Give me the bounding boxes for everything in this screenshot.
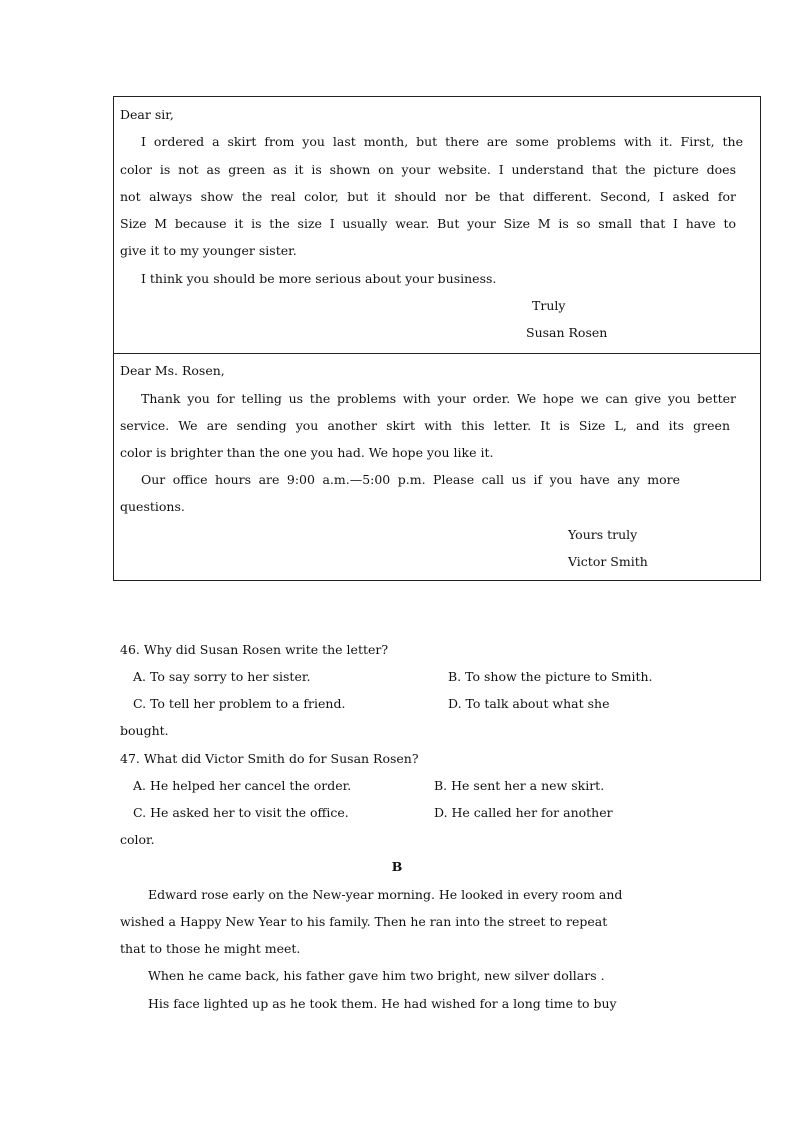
passage-line: wished a Happy New Year to his family. Then he ran into the street to repeat (120, 914, 608, 929)
letter1-line: give it to my younger sister. (120, 243, 297, 258)
section-heading: B (391, 859, 403, 874)
option-d-wrap: bought. (120, 723, 169, 738)
letter1-closing: Truly (532, 298, 566, 313)
option-d: D. To talk about what she (448, 696, 610, 711)
option-b: B. He sent her a new skirt. (434, 778, 605, 793)
letter1-line: not always show the real color, but it should nor be that different. Second, I asked for (120, 189, 736, 204)
letter1-line: I ordered a skirt from you last month, but there are some problems with it. First, the (141, 134, 743, 149)
passage-line: Edward rose early on the New-year morning. He looked in every room and (148, 887, 623, 902)
letter1-salutation: Dear sir, (120, 107, 174, 122)
letter-box-reply (113, 353, 761, 581)
option-b: B. To show the picture to Smith. (448, 669, 653, 684)
letter1-line: I think you should be more serious about your business. (141, 271, 497, 286)
option-a: A. To say sorry to her sister. (133, 669, 311, 684)
letter2-line: Our office hours are 9:00 a.m.—5:00 p.m. Please call us if you have any more (141, 472, 680, 487)
letter2-line: Thank you for telling us the problems with your order. We hope we can give you better (141, 391, 736, 406)
option-d-wrap: color. (120, 832, 155, 847)
question-stem: 46. Why did Susan Rosen write the letter? (120, 642, 389, 657)
letter2-closing: Yours truly (568, 527, 638, 542)
passage-line: When he came back, his father gave him two bright, new silver dollars . (148, 968, 605, 983)
option-c: C. To tell her problem to a friend. (133, 696, 346, 711)
letter1-line: Size M because it is the size I usually wear. But your Size M is so small that I have to (120, 216, 736, 231)
option-d: D. He called her for another (434, 805, 613, 820)
letter2-line: color is brighter than the one you had. We hope you like it. (120, 445, 494, 460)
letter2-signature: Victor Smith (568, 554, 648, 569)
option-a: A. He helped her cancel the order. (133, 778, 352, 793)
letter2-line: service. We are sending you another skirt with this letter. It is Size L, and its green (120, 418, 730, 433)
passage-line: that to those he might meet. (120, 941, 301, 956)
letter1-line: color is not as green as it is shown on your website. I understand that the picture does (120, 162, 736, 177)
letter2-salutation: Dear Ms. Rosen, (120, 363, 225, 378)
letter1-signature: Susan Rosen (526, 325, 608, 340)
option-c: C. He asked her to visit the office. (133, 805, 349, 820)
passage-line: His face lighted up as he took them. He had wished for a long time to buy (148, 996, 617, 1011)
letter2-line: questions. (120, 499, 185, 514)
question-stem: 47. What did Victor Smith do for Susan Rosen? (120, 751, 419, 766)
